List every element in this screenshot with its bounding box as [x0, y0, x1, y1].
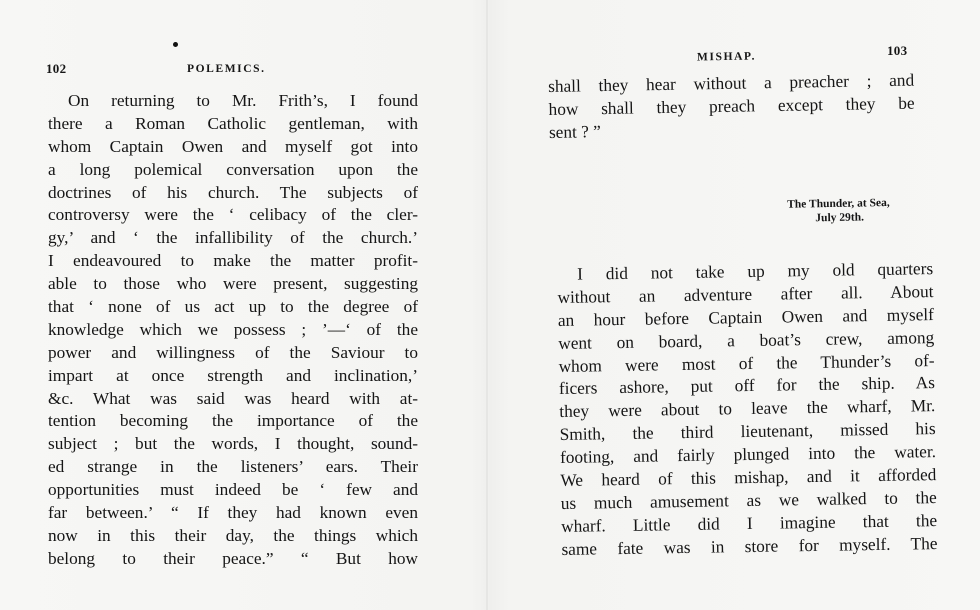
dateline-date: July 29th. — [815, 211, 865, 225]
left-running-head: POLEMICS. — [187, 63, 266, 75]
text-line: how shall they preach except they be — [548, 93, 915, 119]
text-line: whom were most of the Thunder’s of- — [558, 350, 935, 376]
text-line: impart at once strength and inclination,’ — [48, 365, 418, 385]
text-line: whom Captain Owen and myself got into — [48, 136, 418, 156]
text-line: gy,’ and ‘ the infallibility of the church.’ — [48, 228, 418, 248]
text-line: On returning to Mr. Frith’s, I found — [68, 91, 418, 110]
text-line: Smith, the third lieutenant, missed his — [559, 419, 936, 445]
text-line: controversy were the ‘ celibacy of the cler- — [48, 205, 418, 225]
text-line: subject ; but the words, I thought, sound- — [48, 434, 418, 454]
print-speck — [173, 42, 178, 47]
letter-dateline — [787, 196, 890, 226]
text-line: us much amusement as we walked to the — [560, 487, 937, 513]
text-line: doctrines of his church. The subjects of — [48, 182, 418, 202]
right-page-number: 103 — [887, 43, 908, 58]
text-line: that ‘ none of us act up to the degree of — [48, 297, 418, 317]
text-line: without an adventure after all. About — [557, 281, 934, 307]
text-line: power and willingness of the Saviour to — [48, 342, 418, 362]
page-gutter — [486, 0, 488, 610]
text-line: there a Roman Catholic gentleman, with — [48, 113, 418, 133]
right-page-continuation — [548, 70, 915, 145]
text-line: they were about to leave the wharf, Mr. — [559, 396, 936, 422]
text-line: We heard of this mishap, and it afforded — [560, 465, 937, 490]
right-running-head: MISHAP. — [696, 50, 757, 64]
text-line: went on board, a boat’s crew, among — [558, 327, 935, 353]
text-line: able to those who were present, suggesting — [48, 274, 418, 294]
text-line: I did not take up my old quarters — [577, 259, 934, 284]
text-line: &c. What was said was heard with at- — [48, 388, 418, 408]
text-line: knowledge which we possess ; ’—‘ of the — [48, 319, 418, 339]
text-line: wharf. Little did I imagine that the — [560, 510, 938, 536]
text-line: ed strange in the listeners’ ears. Their — [48, 457, 418, 477]
text-line: tention becoming the importance of the — [48, 411, 418, 431]
text-line: an hour before Captain Owen and myself — [557, 304, 934, 330]
text-line: sent ? ” — [548, 121, 601, 142]
text-line: now in this their day, the things which — [48, 525, 418, 545]
text-line: belong to their peace.” “ But how — [48, 548, 418, 568]
text-line: far between.’ “ If they had known even — [48, 503, 418, 523]
text-line: ficers ashore, put off for the ship. As — [558, 373, 936, 399]
text-line: I endeavoured to make the matter profit- — [48, 251, 418, 271]
text-line: footing, and fairly plunged into the water. — [559, 442, 937, 468]
dateline-place: The Thunder, at Sea, — [787, 196, 891, 211]
left-page-number: 102 — [46, 61, 67, 76]
text-line: opportunities must indeed be ‘ few and — [48, 480, 418, 500]
left-page-text — [48, 90, 418, 571]
right-page-text — [557, 258, 938, 561]
text-line: a long polemical conversation upon the — [48, 159, 418, 179]
text-line: same fate was in store for myself. The — [561, 533, 938, 559]
text-line: shall they hear without a preacher ; and — [548, 70, 915, 96]
